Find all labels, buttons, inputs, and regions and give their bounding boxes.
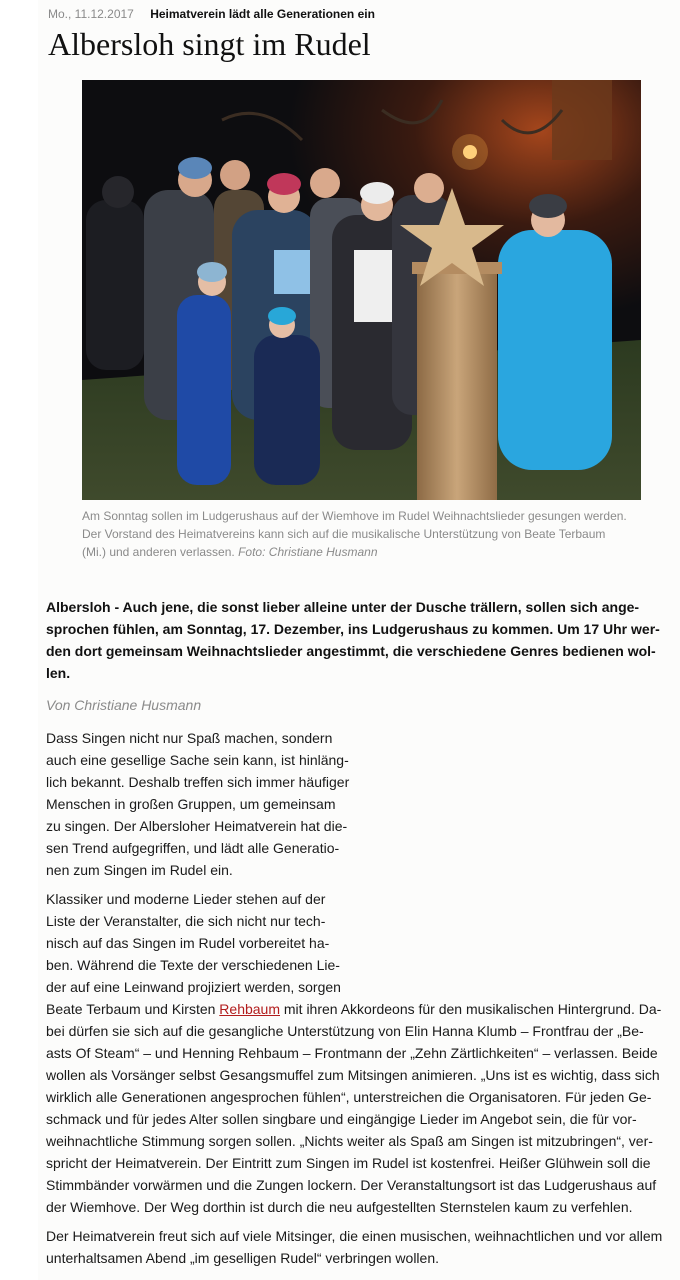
- body-paragraph-2: [46, 888, 661, 1218]
- text-line: sen Trend aufgegriffen, und lädt alle Generatio-: [46, 840, 340, 856]
- text-line: Der Heimatverein freut sich auf viele Mitsinger, die einen musischen, weihnachtlichen und vor allem: [46, 1228, 663, 1244]
- text-line: Stimmbänder vorwärmen und die Zungen lockern. Der Veranstaltungsort ist das Ludgerushaus auf: [46, 1177, 657, 1193]
- article-lead: [46, 596, 678, 684]
- lead-line: len.: [46, 665, 71, 681]
- text-line: Liste der Veranstalter, die sich nicht nur tech-: [46, 913, 326, 929]
- body-paragraph-1: [46, 727, 349, 881]
- text-line: schmack und für jedes Alter sollen singbare und eingängige Lieder im Angebot sein, die für vor-: [46, 1111, 637, 1127]
- text-line: der Wiemhove. Der Weg dorthin ist durch die neu aufgestellten Sternstelen kaum zu verfehlen.: [46, 1199, 633, 1215]
- body-paragraph-3: [46, 1225, 662, 1269]
- text-line: wollen als Vorsänger selbst Gesangsmuffel zum Mitsingen animieren. „Uns ist es wichtig, dass sich: [46, 1067, 660, 1083]
- text-segment: Beate Terbaum und Kirsten: [46, 1001, 220, 1017]
- text-line: Klassiker und moderne Lieder stehen auf der: [46, 891, 326, 907]
- text-line-with-link: [46, 998, 661, 1020]
- caption-line: Der Vorstand des Heimatvereins kann sich auf die musikalische Unterstützung von Beate Terbaum: [82, 527, 606, 541]
- article-byline: Von Christiane Husmann: [46, 697, 202, 713]
- text-line: bei dürfen sie sich auf die gesangliche Unterstützung von Elin Hanna Klumb – Frontfrau der „Be-: [46, 1023, 644, 1039]
- article-meta: [48, 6, 375, 22]
- caption-line: (Mi.) und anderen verlassen.: [82, 545, 235, 559]
- lead-line: sprochen fühlen, am Sonntag, 17. Dezember, ins Ludgerushaus zu kommen. Um 17 Uhr wer-: [46, 621, 660, 637]
- text-line: ben. Während die Texte der verschiedenen Lie-: [46, 957, 340, 973]
- text-line: Dass Singen nicht nur Spaß machen, sondern: [46, 730, 333, 746]
- text-segment: mit ihren Akkordeons für den musikalischen Hintergrund. Da-: [280, 1001, 662, 1017]
- lead-line: Albersloh - Auch jene, die sonst lieber alleine unter der Dusche trällern, sollen sich ange-: [46, 599, 640, 615]
- text-line: wirklich alle Generationen angesprochen fühlen“, unterstreichen die Organisatoren. Für jeden Ge-: [46, 1089, 652, 1105]
- text-line: spricht der Heimatverein. Der Eintritt zum Singen im Rudel ist kostenfrei. Heißer Glühwein soll die: [46, 1155, 651, 1171]
- text-line: Menschen in großen Gruppen, um gemeinsam: [46, 796, 336, 812]
- rehbaum-link[interactable]: Rehbaum: [219, 1001, 280, 1017]
- text-line: unterhaltsamen Abend „im geselligen Rudel“ verbringen wollen.: [46, 1250, 440, 1266]
- article-date: Mo., 11.12.2017: [48, 7, 134, 21]
- text-line: nen zum Singen im Rudel ein.: [46, 862, 233, 878]
- text-line: asts Of Steam“ – und Henning Rehbaum – Frontmann der „Zehn Zärtlichkeiten“ – verlassen. Beide: [46, 1045, 658, 1061]
- text-line: auch eine gesellige Sache sein kann, ist hinläng-: [46, 752, 349, 768]
- lead-line: den dort gemeinsam Weihnachtslieder angestimmt, die verschiedene Genres bedienen wol-: [46, 643, 656, 659]
- text-line: lich bekannt. Deshalb treffen sich immer häufiger: [46, 774, 350, 790]
- text-line: nisch auf das Singen im Rudel vorbereitet ha-: [46, 935, 330, 951]
- text-line: der auf eine Leinwand projiziert werden, sorgen: [46, 979, 341, 995]
- article-title: Albersloh singt im Rudel: [48, 26, 371, 62]
- photo-credit: Foto: Christiane Husmann: [238, 545, 378, 559]
- photo-illustration: [82, 80, 641, 500]
- caption-line: Am Sonntag sollen im Ludgerushaus auf der Wiemhove im Rudel Weihnachtslieder gesungen werden.: [82, 509, 627, 523]
- text-line: zu singen. Der Albersloher Heimatverein hat die-: [46, 818, 348, 834]
- article-kicker: Heimatverein lädt alle Generationen ein: [150, 7, 375, 21]
- text-line: weihnachtliche Stimmung sorgen sollen. „Nichts weiter als Spaß am Singen ist mitzubringen“, ver-: [46, 1133, 653, 1149]
- photo-caption: [82, 507, 648, 561]
- article-photo[interactable]: [82, 80, 641, 500]
